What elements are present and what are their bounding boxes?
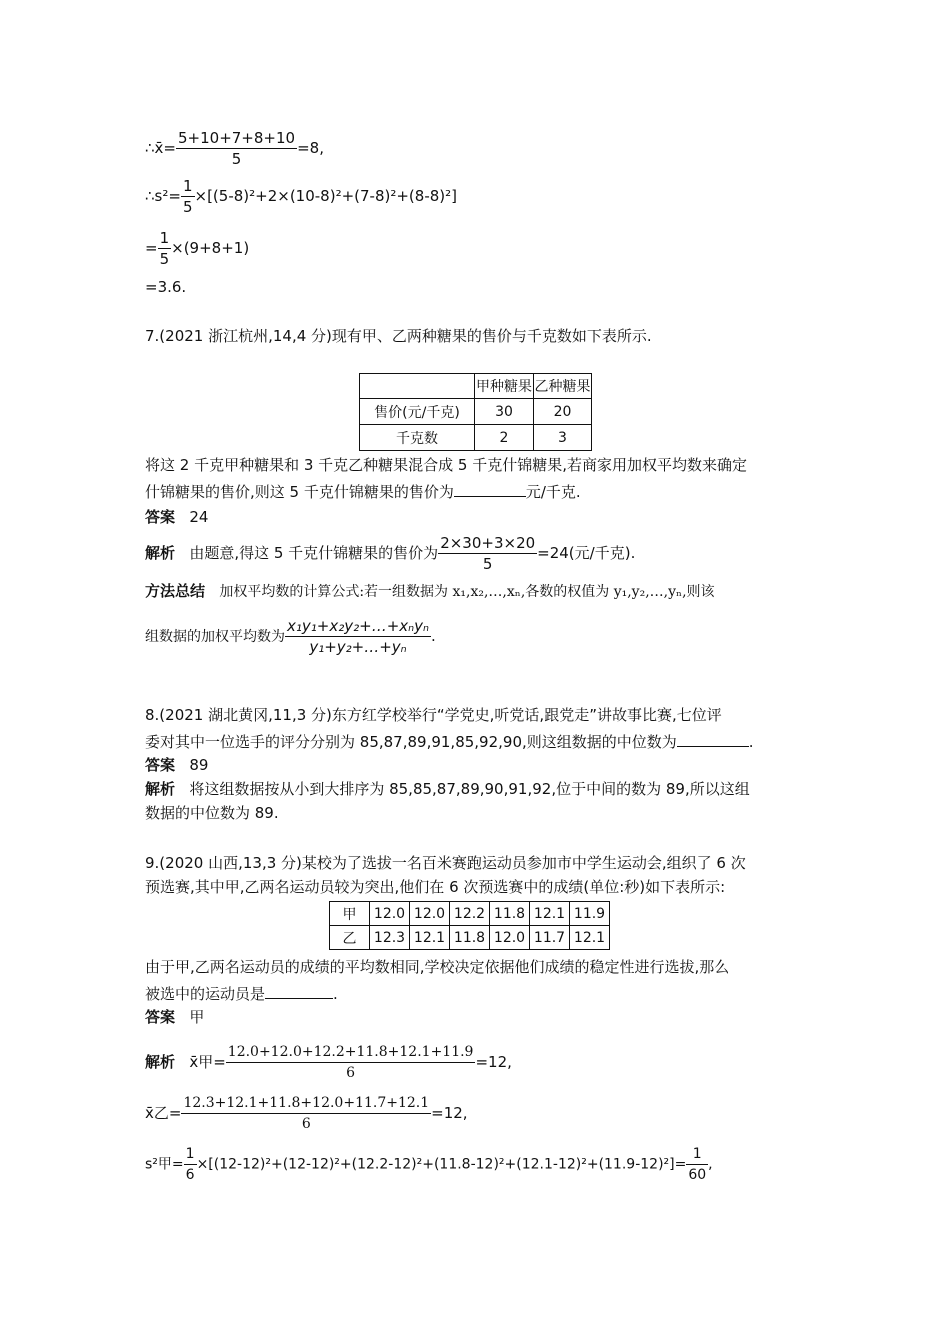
q9-text-2: 预选赛,其中甲,乙两名运动员较为突出,他们在 6 次预选赛中的成绩(单位:秒)如下表所示: <box>145 878 726 896</box>
sol6-result: =3.6. <box>145 278 187 296</box>
q8-analysis-2: 数据的中位数为 89. <box>145 804 279 822</box>
answer-label: 答案 <box>145 756 176 774</box>
q7-table: 甲种糖果 乙种糖果 售价(元/千克) 30 20 千克数 2 3 <box>359 373 592 451</box>
q8-text-1: 8.(2021 湖北黄冈,11,3 分)东方红学校举行“学党史,听党话,跟党走”讲故事比赛,七位评 <box>145 706 722 724</box>
q7-text-1: 将这 2 千克甲种糖果和 3 千克乙种糖果混合成 5 千克什锦糖果,若商家用加权平均数来确定 <box>145 456 748 474</box>
q7-analysis: 解析 由题意,得这 5 千克什锦糖果的售价为 $\frac{2\times 30+3\times 20}{5}$ =24(元/千克). <box>145 534 636 573</box>
answer-blank <box>265 982 333 999</box>
formula-prefix: ∴x̄= <box>145 139 176 157</box>
fraction: $\frac{2\times 30+3\times 20}{5}$ <box>440 534 536 573</box>
q8-answer <box>145 754 208 776</box>
q9-table: 甲 12.0 12.0 12.2 11.8 12.1 11.9 乙 12.3 12.1 11.8 12.0 11.7 12.1 <box>329 901 610 950</box>
fraction: $\frac{12.0+12.0+12.2+11.8+12.1+11.9}{6}$ <box>227 1044 474 1081</box>
q7-answer <box>145 506 208 528</box>
q9-analysis-mean-a: 解析 x̄甲= $\frac{12.0+12.0+12.2+11.8+12.1+11.9}{6}$ =12, <box>145 1044 512 1081</box>
q9-text-3: 由于甲,乙两名运动员的成绩的平均数相同,学校决定依据他们成绩的稳定性进行选拔,那么 <box>145 958 730 976</box>
q8-analysis-1: 解析 将这组数据按从小到大排序为 85,85,87,89,90,91,92,位于中间的数为 89,所以这组 <box>145 780 750 798</box>
fraction: $\frac{12.3+12.1+11.8+12.0+11.7+12.1}{6}$ <box>183 1095 430 1132</box>
fraction: $\frac{5+10+7+8+10}{5}$ <box>178 129 296 168</box>
sol6-variance-line: ∴s²= $\frac{1}{5}$ ×[(5-8)²+2×(10-8)²+(7-8)²+(8-8)²] <box>145 177 457 216</box>
answer-blank <box>454 480 526 497</box>
fraction: $\frac{1}{60}$ <box>688 1146 707 1183</box>
answer-blank <box>677 730 749 747</box>
answer-value: 24 <box>189 508 209 526</box>
fraction: $\frac{1}{5}$ <box>159 229 170 268</box>
fraction: $\frac{\text{x₁y₁+x₂y₂+…+xₙyₙ}}{\text{y₁+y₂+…+yₙ}}$ <box>287 617 429 656</box>
q9-text-1: 9.(2020 山西,13,3 分)某校为了选拔一名百米赛跑运动员参加市中学生运动会,组织了 6 次 <box>145 854 746 872</box>
q8-text-2: 委对其中一位选手的评分分别为 85,87,89,91,85,92,90,则这组数据的中位数为 . <box>145 730 754 753</box>
analysis-label: 解析 <box>145 780 176 798</box>
q7-method: 方法总结 加权平均数的计算公式:若一组数据为 x₁,x₂,…,xₙ,各数的权值为 y₁,y₂,…,yₙ,则该 <box>145 582 715 600</box>
analysis-label: 解析 <box>145 1053 176 1071</box>
analysis-label: 解析 <box>145 544 176 562</box>
q7-text-2: 什锦糖果的售价,则这 5 千克什锦糖果的售价为 元/千克. <box>145 480 581 503</box>
q9-answer <box>145 1006 204 1028</box>
fraction: $\frac{1}{5}$ <box>182 177 193 216</box>
q7-stem: 7.(2021 浙江杭州,14,4 分)现有甲、乙两种糖果的售价与千克数如下表所示. <box>145 327 652 345</box>
answer-value: 甲 <box>189 1008 205 1026</box>
q9-analysis-mean-b: x̄乙= $\frac{12.3+12.1+11.8+12.0+11.7+12.1}{6}$ =12, <box>145 1095 468 1132</box>
answer-label: 答案 <box>145 508 176 526</box>
q9-text-4: 被选中的运动员是 . <box>145 982 338 1005</box>
q9-analysis-variance-a: s²甲= $\frac{1}{6}$ ×[(12-12)²+(12-12)²+(12.2-12)²+(11.8-12)²+(12.1-12)²+(11.9-12)²]= $\frac{1}{60}$ , <box>145 1146 713 1183</box>
sol6-mean-line: ∴x̄= $\frac{5+10+7+8+10}{5}$ =8, <box>145 129 324 168</box>
method-label: 方法总结 <box>145 582 206 600</box>
answer-value: 89 <box>189 756 209 774</box>
sol6-variance-line-2: = $\frac{1}{5}$ ×(9+8+1) <box>145 229 250 268</box>
answer-label: 答案 <box>145 1008 176 1026</box>
fraction: $\frac{1}{6}$ <box>185 1146 195 1183</box>
q7-method-formula: 组数据的加权平均数为 $\frac{\text{x₁y₁+x₂y₂+…+xₙyₙ}}{\text{y₁+y₂+…+yₙ}}$ . <box>145 617 436 656</box>
